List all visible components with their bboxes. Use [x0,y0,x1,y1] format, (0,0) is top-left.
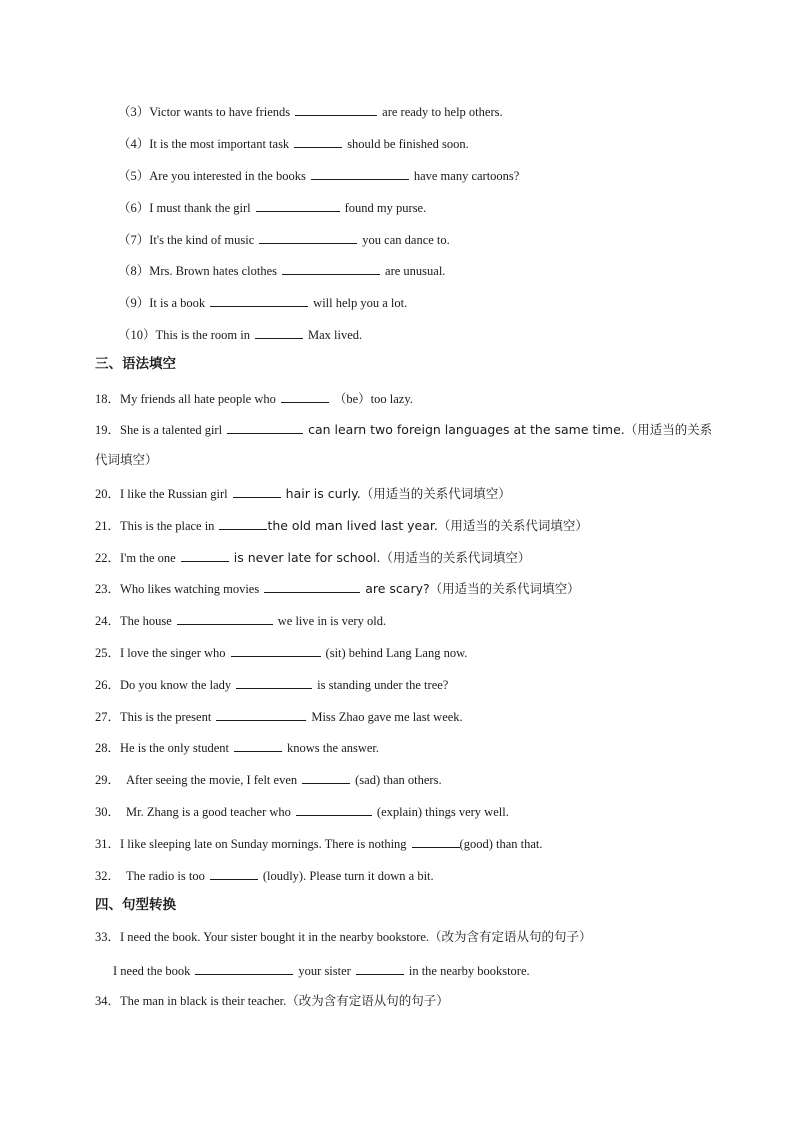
question-28: 28．He is the only student knows the answer. [95,741,380,755]
answer-blank[interactable] [227,422,303,434]
item-number: （5） [118,169,150,183]
answer-blank[interactable] [281,391,329,403]
question-22: 22．I'm the one is never late for school.（用适当的关系代词填空） [95,550,531,565]
item-number: （4） [118,137,150,151]
question-30: 30． Mr. Zhang is a good teacher who (explain) things very well. [95,805,509,819]
item-number: （7） [118,233,150,247]
item-number: （6） [118,201,150,215]
answer-blank[interactable] [294,136,342,148]
question-24: 24．The house we live in is very old. [95,614,387,628]
exercise-item-8: （8）Mrs. Brown hates clothes are unusual. [118,264,446,278]
question-33: 33．I need the book. Your sister bought it in the nearby bookstore.（改为含有定语从句的句子） [95,930,592,944]
answer-blank[interactable] [177,613,273,625]
question-19: 19．She is a talented girl can learn two foreign languages at the same time.（用适当的关系 [95,422,713,437]
question-27: 27．This is the present Miss Zhao gave me last week. [95,710,463,724]
item-number: （3） [118,105,150,119]
answer-blank[interactable] [216,709,306,721]
question-18: 18．My friends all hate people who （be）too lazy. [95,392,413,406]
exercise-item-5: （5）Are you interested in the books have many cartoons? [118,169,520,183]
answer-blank[interactable] [302,772,350,784]
item-number: （8） [118,264,150,278]
answer-blank[interactable] [296,804,372,816]
question-29: 29． After seeing the movie, I felt even (sad) than others. [95,773,442,787]
answer-blank[interactable] [210,868,258,880]
answer-blank[interactable] [255,327,303,339]
answer-blank[interactable] [412,836,460,848]
question-19-continuation: 代词填空） [95,452,158,467]
question-20: 20．I like the Russian girl hair is curly.（用适当的关系代词填空） [95,486,511,501]
question-33-answer-line: I need the book your sister in the nearby bookstore. [113,964,530,978]
exercise-item-10: （10）This is the room in Max lived. [118,328,363,342]
exercise-item-3: （3）Victor wants to have friends are ready to help others. [118,105,503,119]
question-23: 23．Who likes watching movies are scary?（用适当的关系代词填空） [95,581,580,596]
item-number: （10） [118,328,156,342]
answer-blank[interactable] [181,550,229,562]
answer-blank[interactable] [264,581,360,593]
section-3-title: 三、语法填空 [95,356,176,372]
exercise-item-4: （4）It is the most important task should be finished soon. [118,137,469,151]
section-4-title: 四、句型转换 [95,897,176,913]
question-25: 25．I love the singer who (sit) behind Lang Lang now. [95,646,468,660]
answer-blank[interactable] [195,963,293,975]
answer-blank[interactable] [234,740,282,752]
answer-blank[interactable] [236,677,312,689]
answer-blank[interactable] [295,104,377,116]
question-34: 34．The man in black is their teacher.（改为含有定语从句的句子） [95,994,449,1008]
answer-blank[interactable] [233,486,281,498]
answer-blank[interactable] [231,645,321,657]
answer-blank[interactable] [259,232,357,244]
answer-blank[interactable] [356,963,404,975]
question-32: 32． The radio is too (loudly). Please turn it down a bit. [95,869,434,883]
exercise-item-7: （7）It's the kind of music you can dance to. [118,233,450,247]
answer-blank[interactable] [282,263,380,275]
question-31: 31．I like sleeping late on Sunday mornings. There is nothing (good) than that. [95,837,543,851]
answer-blank[interactable] [210,295,308,307]
answer-blank[interactable] [311,168,409,180]
question-21: 21．This is the place in the old man lived last year.（用适当的关系代词填空） [95,518,588,533]
item-number: （9） [118,296,150,310]
answer-blank[interactable] [256,200,340,212]
exercise-item-9: （9）It is a book will help you a lot. [118,296,408,310]
exercise-item-6: （6）I must thank the girl found my purse. [118,201,427,215]
question-26: 26．Do you know the lady is standing under the tree? [95,678,449,692]
answer-blank[interactable] [219,518,267,530]
